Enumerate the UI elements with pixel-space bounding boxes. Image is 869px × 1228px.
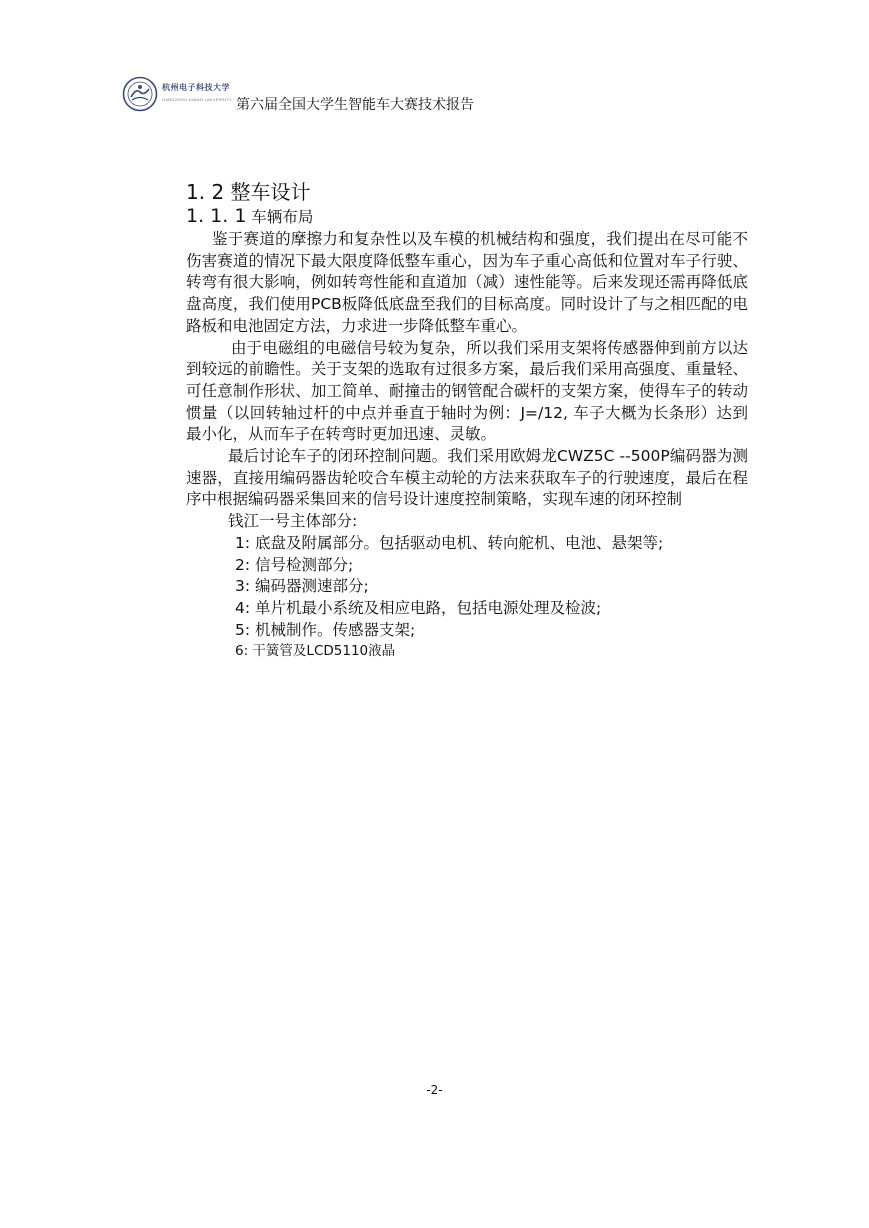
page-body [186, 180, 748, 663]
page-number: -2- [426, 1083, 443, 1097]
list-item: 1: 底盘及附属部分。包括驱动电机、转向舵机、电池、悬架等; [235, 533, 664, 552]
page-header [122, 76, 542, 116]
list-item: 3: 编码器测速部分; [235, 577, 369, 596]
list-item: 5: 机械制作。传感器支架; [235, 620, 416, 639]
list-item: 6: 干簧管及LCD5110液晶 [235, 643, 396, 660]
component-list [186, 533, 748, 663]
paragraph-layout: 鉴于赛道的摩擦力和复杂性以及车模的机械结构和强度，我们提出在尽可能不伤害赛道的情况下最大限度降低整车重心，因为车子重心高低和位置对车子行驶、转弯有很大影响，例如转弯性能和直道加（减）速性能等。后来发现还需再降低底盘高度，我们使用PCB板降低底盘至我们的目标高度。同时设计了与之相匹配的电路板和电池固定方法，力求进一步降低整车重心。 [186, 230, 748, 335]
paragraph-bracket: 由于电磁组的电磁信号较为复杂，所以我们采用支架将传感器伸到前方以达到较远的前瞻性。关于支架的选取有过很多方案，最后我们采用高强度、重量轻、可任意制作形状、加工简单、耐撞击的钢管配合碳杆的支架方案，使得车子的转动惯量（以回转轴过杆的中点并垂直于轴时为例：J=/12, 车子大概为长条形）达到最小化，从而车子在转弯时更加迅速、灵敏。 [186, 338, 748, 444]
section-heading: 1. 2 整车设计 [186, 180, 311, 204]
subsection-number: 1. 1. 1 [186, 205, 247, 227]
logo-name-en: HANGZHOU DIANZI UNIVERSITY [162, 97, 233, 102]
paragraph-closed-loop: 最后讨论车子的闭环控制问题。我们采用欧姆龙CWZ5C --500P编码器为测速器，直接用编码器齿轮咬合车模主动轮的方法来获取车子的行驶速度，最后在程序中根据编码器采集回来的信号设计速度控制策略，实现车速的闭环控制 [186, 447, 748, 509]
report-title: 第六届全国大学生智能车大赛技术报告 [236, 97, 474, 113]
logo-name-cn: 杭州电子科技大学 [162, 82, 230, 92]
subsection-title: 车辆布局 [251, 208, 314, 226]
list-item: 2: 信号检测部分; [235, 555, 354, 574]
subsection-heading [186, 204, 748, 229]
list-item: 4: 单片机最小系统及相应电路，包括电源处理及检波; [235, 598, 602, 617]
list-intro: 钱江一号主体部分: [228, 512, 358, 531]
university-logo-icon [122, 76, 158, 112]
